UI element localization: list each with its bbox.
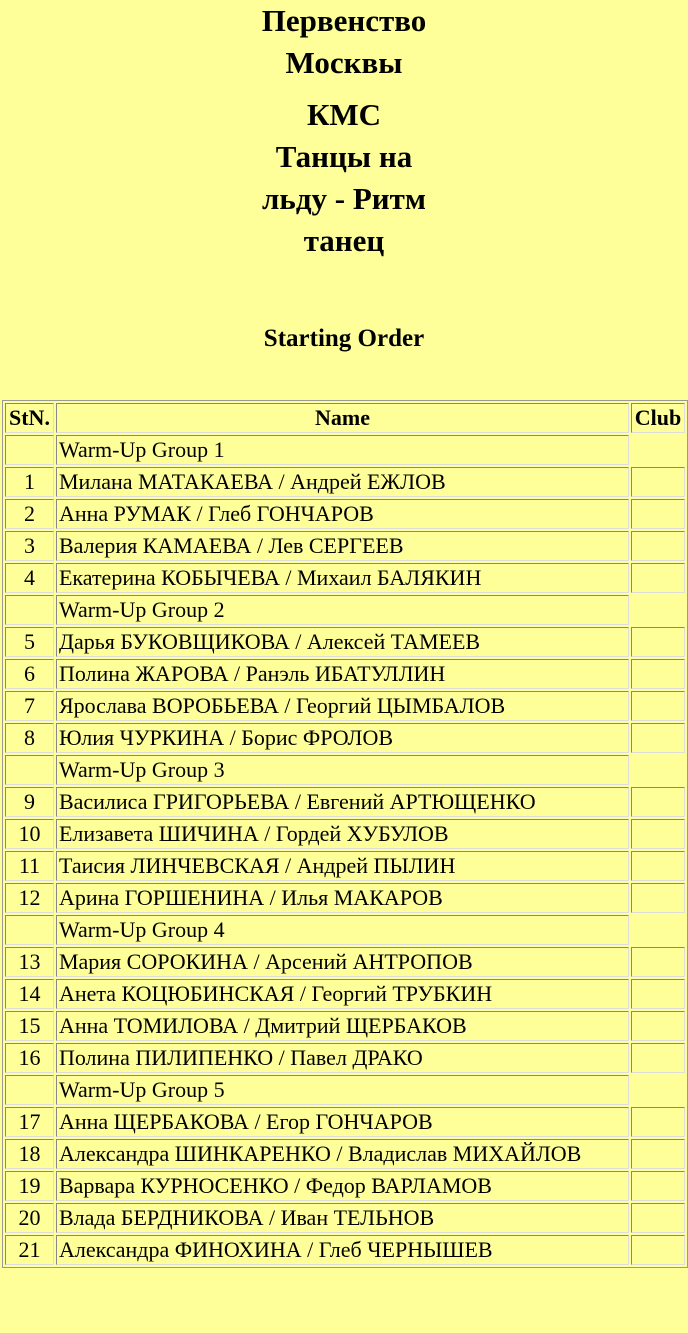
skaters-name-cell: Анна РУМАК / Глеб ГОНЧАРОВ — [56, 499, 629, 529]
table-row — [5, 1203, 685, 1233]
table-row — [5, 1043, 685, 1073]
table-row — [5, 723, 685, 753]
table-row — [5, 1171, 685, 1201]
warm-up-group-row — [5, 915, 685, 945]
table-body — [5, 435, 685, 1265]
start-number-cell: 8 — [5, 723, 54, 753]
club-cell — [631, 787, 685, 817]
start-number-cell: 17 — [5, 1107, 54, 1137]
start-number-cell: 12 — [5, 883, 54, 913]
skaters-name-cell: Анна ТОМИЛОВА / Дмитрий ЩЕРБАКОВ — [56, 1011, 629, 1041]
start-number-cell — [5, 435, 54, 465]
start-number-cell: 1 — [5, 467, 54, 497]
discipline-title-line-3: танец — [303, 223, 385, 258]
skaters-name-cell: Анета КОЦЮБИНСКАЯ / Георгий ТРУБКИН — [56, 979, 629, 1009]
club-cell — [631, 979, 685, 1009]
club-cell — [631, 627, 685, 657]
skaters-name-cell: Александра ШИНКАРЕНКО / Владислав МИХАЙЛОВ — [56, 1139, 629, 1169]
start-number-cell — [5, 595, 54, 625]
skaters-name-cell: Елизавета ШИЧИНА / Гордей ХУБУЛОВ — [56, 819, 629, 849]
table-row — [5, 787, 685, 817]
warm-up-group-label: Warm-Up Group 1 — [56, 435, 629, 465]
warm-up-group-row — [5, 1075, 685, 1105]
start-number-cell: 2 — [5, 499, 54, 529]
skaters-name-cell: Таисия ЛИНЧЕВСКАЯ / Андрей ПЫЛИН — [56, 851, 629, 881]
column-header-club: Club — [631, 403, 685, 433]
table-row — [5, 1107, 685, 1137]
start-number-cell: 3 — [5, 531, 54, 561]
club-cell — [631, 1075, 685, 1105]
skaters-name-cell: Валерия КАМАЕВА / Лев СЕРГЕЕВ — [56, 531, 629, 561]
skaters-name-cell: Юлия ЧУРКИНА / Борис ФРОЛОВ — [56, 723, 629, 753]
skaters-name-cell: Василиса ГРИГОРЬЕВА / Евгений АРТЮЩЕНКО — [56, 787, 629, 817]
club-cell — [631, 1011, 685, 1041]
table-row — [5, 979, 685, 1009]
table-row — [5, 819, 685, 849]
skaters-name-cell: Арина ГОРШЕНИНА / Илья МАКАРОВ — [56, 883, 629, 913]
category-title: КМС — [306, 97, 382, 132]
table-row — [5, 883, 685, 913]
warm-up-group-label: Warm-Up Group 4 — [56, 915, 629, 945]
start-number-cell: 4 — [5, 563, 54, 593]
skaters-name-cell: Влада БЕРДНИКОВА / Иван ТЕЛЬНОВ — [56, 1203, 629, 1233]
start-number-cell: 9 — [5, 787, 54, 817]
club-cell — [631, 947, 685, 977]
table-row — [5, 499, 685, 529]
warm-up-group-row — [5, 595, 685, 625]
table-row — [5, 691, 685, 721]
skaters-name-cell: Екатерина КОБЫЧЕВА / Михаил БАЛЯКИН — [56, 563, 629, 593]
column-header-stn: StN. — [5, 403, 54, 433]
start-number-cell: 14 — [5, 979, 54, 1009]
club-cell — [631, 755, 685, 785]
table-row — [5, 467, 685, 497]
skaters-name-cell: Варвара КУРНОСЕНКО / Федор ВАРЛАМОВ — [56, 1171, 629, 1201]
club-cell — [631, 595, 685, 625]
club-cell — [631, 467, 685, 497]
club-cell — [631, 563, 685, 593]
club-cell — [631, 1203, 685, 1233]
table-row — [5, 627, 685, 657]
event-title-line-2: Москвы — [285, 45, 403, 80]
club-cell — [631, 883, 685, 913]
club-cell — [631, 691, 685, 721]
club-cell — [631, 1139, 685, 1169]
club-cell — [631, 531, 685, 561]
table-row — [5, 947, 685, 977]
start-number-cell: 10 — [5, 819, 54, 849]
club-cell — [631, 915, 685, 945]
start-number-cell: 16 — [5, 1043, 54, 1073]
table-row — [5, 851, 685, 881]
table-row — [5, 659, 685, 689]
start-number-cell: 7 — [5, 691, 54, 721]
skaters-name-cell: Мария СОРОКИНА / Арсений АНТРОПОВ — [56, 947, 629, 977]
club-cell — [631, 1107, 685, 1137]
table-row — [5, 563, 685, 593]
skaters-name-cell: Дарья БУКОВЩИКОВА / Алексей ТАМЕЕВ — [56, 627, 629, 657]
event-title — [219, 0, 469, 84]
warm-up-group-row — [5, 435, 685, 465]
warm-up-group-row — [5, 755, 685, 785]
start-number-cell: 15 — [5, 1011, 54, 1041]
club-cell — [631, 819, 685, 849]
start-number-cell: 13 — [5, 947, 54, 977]
table-row — [5, 1139, 685, 1169]
start-number-cell: 6 — [5, 659, 54, 689]
start-number-cell — [5, 755, 54, 785]
page-header — [0, 0, 688, 354]
club-cell — [631, 435, 685, 465]
discipline-title — [219, 136, 469, 262]
club-cell — [631, 1171, 685, 1201]
skaters-name-cell: Анна ЩЕРБАКОВА / Егор ГОНЧАРОВ — [56, 1107, 629, 1137]
skaters-name-cell: Милана МАТАКАЕВА / Андрей ЕЖЛОВ — [56, 467, 629, 497]
start-number-cell: 20 — [5, 1203, 54, 1233]
start-number-cell: 18 — [5, 1139, 54, 1169]
skaters-name-cell: Ярослава ВОРОБЬЕВА / Георгий ЦЫМБАЛОВ — [56, 691, 629, 721]
warm-up-group-label: Warm-Up Group 5 — [56, 1075, 629, 1105]
table-row — [5, 1235, 685, 1265]
table-row — [5, 531, 685, 561]
start-number-cell: 5 — [5, 627, 54, 657]
start-number-cell: 11 — [5, 851, 54, 881]
column-header-name: Name — [56, 403, 629, 433]
skaters-name-cell: Полина ЖАРОВА / Ранэль ИБАТУЛЛИН — [56, 659, 629, 689]
club-cell — [631, 1043, 685, 1073]
start-number-cell: 21 — [5, 1235, 54, 1265]
discipline-title-line-2: льду - Ритм — [262, 181, 426, 216]
table-row — [5, 1011, 685, 1041]
club-cell — [631, 1235, 685, 1265]
club-cell — [631, 659, 685, 689]
skaters-name-cell: Полина ПИЛИПЕНКО / Павел ДРАКО — [56, 1043, 629, 1073]
skaters-name-cell: Александра ФИНОХИНА / Глеб ЧЕРНЫШЕВ — [56, 1235, 629, 1265]
start-number-cell: 19 — [5, 1171, 54, 1201]
starting-order-table — [2, 400, 688, 1268]
warm-up-group-label: Warm-Up Group 3 — [56, 755, 629, 785]
warm-up-group-label: Warm-Up Group 2 — [56, 595, 629, 625]
report-title: Starting Order — [263, 325, 425, 352]
discipline-title-line-1: Танцы на — [275, 139, 413, 174]
event-title-line-1: Первенство — [261, 3, 427, 38]
club-cell — [631, 851, 685, 881]
start-number-cell — [5, 915, 54, 945]
start-number-cell — [5, 1075, 54, 1105]
club-cell — [631, 499, 685, 529]
club-cell — [631, 723, 685, 753]
table-header-row — [5, 403, 685, 433]
